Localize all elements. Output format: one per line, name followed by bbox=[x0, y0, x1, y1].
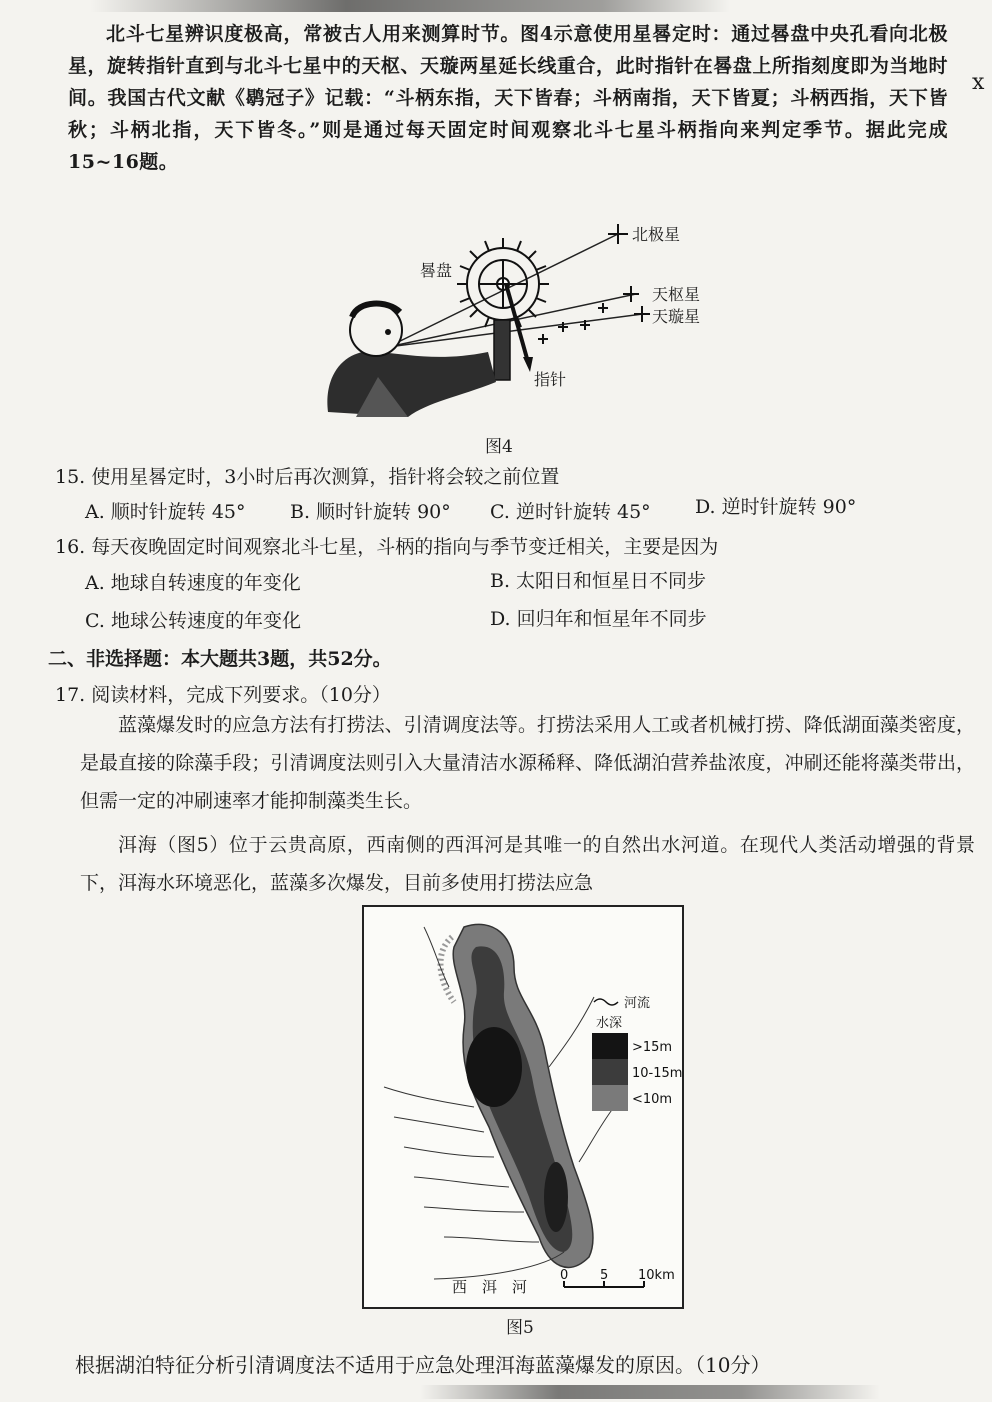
legend-class-deep: >15m bbox=[632, 1040, 673, 1055]
figure-5-map bbox=[362, 905, 684, 1309]
section-2-title: 二、非选择题：本大题共3题，共52分。 bbox=[48, 648, 392, 670]
q15-option-d: D. 逆时针旋转 90° bbox=[695, 496, 857, 518]
q17-paragraph-2: 洱海（图5）位于云贵高原，西南侧的西洱河是其唯一的自然出水河道。在现代人类活动增强的背景下，洱海水环境恶化，蓝藻多次爆发，目前多使用打捞法应急 bbox=[80, 834, 975, 894]
scale-tick-10: 10km bbox=[638, 1268, 675, 1283]
q16-stem: 16. 每天夜晚固定时间观察北斗七星，斗柄的指向与季节变迁相关，主要是因为 bbox=[55, 536, 719, 558]
legend-river: 河流 bbox=[624, 996, 651, 1011]
q16-option-b: B. 太阳日和恒星日不同步 bbox=[490, 570, 707, 592]
legend-depth-title: 水深 bbox=[596, 1016, 623, 1031]
q15-option-b: B. 顺时针旋转 90° bbox=[290, 501, 451, 523]
label-pointer: 指针 bbox=[534, 370, 567, 389]
figure-5-caption: 图5 bbox=[506, 1318, 534, 1338]
label-disk: 晷盘 bbox=[420, 261, 453, 280]
margin-mark: x bbox=[972, 70, 985, 95]
scale-tick-0: 0 bbox=[560, 1268, 569, 1283]
legend-class-mid: 10-15m bbox=[632, 1066, 682, 1081]
q15-option-c: C. 逆时针旋转 45° bbox=[490, 501, 651, 523]
q17-material bbox=[80, 706, 975, 908]
q16-option-d: D. 回归年和恒星年不同步 bbox=[490, 608, 707, 630]
label-polaris: 北极星 bbox=[632, 225, 681, 244]
dial-disk bbox=[457, 238, 549, 330]
q16-option-a: A. 地球自转速度的年变化 bbox=[85, 572, 301, 594]
q17-paragraph-1: 蓝藻爆发时的应急方法有打捞法、引清调度法等。打捞法采用人工或者机械打捞、降低湖面藻类密度，是最直接的除藻手段；引清调度法则引入大量清洁水源稀释、降低湖泊营养盐浓度，冲刷还能将藻类带出，但需一定的冲刷速率才能抑制藻类生长。 bbox=[80, 714, 975, 812]
scan-shadow-bottom bbox=[420, 1385, 880, 1399]
scan-shadow-top bbox=[90, 0, 730, 12]
figure-4-caption: 图4 bbox=[485, 437, 513, 457]
q16-option-c: C. 地球公转速度的年变化 bbox=[85, 610, 301, 632]
q15-option-a: A. 顺时针旋转 45° bbox=[85, 501, 246, 523]
label-tianxuan: 天璇星 bbox=[652, 307, 701, 326]
erhai-map-svg bbox=[364, 907, 682, 1307]
q17-stem: 17. 阅读材料，完成下列要求。（10分） bbox=[55, 684, 391, 706]
scale-tick-5: 5 bbox=[600, 1268, 609, 1283]
q15-stem: 15. 使用星晷定时，3小时后再次测算，指针将会较之前位置 bbox=[55, 466, 560, 488]
legend-class-shallow: <10m bbox=[632, 1092, 673, 1107]
observer-figure bbox=[327, 304, 496, 417]
label-tianshu: 天枢星 bbox=[652, 285, 701, 304]
intro-paragraph bbox=[68, 18, 948, 178]
outlet-label: 西 洱 河 bbox=[452, 1278, 528, 1296]
intro-text: 北斗七星辨识度极高，常被古人用来测算时节。图4示意使用星晷定时：通过晷盘中央孔看向北极星，旋转指针直到与北斗七星中的天枢、天璇两星延长线重合，此时指针在晷盘上所指刻度即为当地时间。我国古代文献《鹖冠子》记载：“斗柄东指，天下皆春；斗柄南指，天下皆夏；斗柄西指，天下皆秋；斗柄北指，天下皆冬。”则是通过每天固定时间观察北斗七星斗柄指向来判定季节。据此完成15~16题。 bbox=[68, 23, 948, 173]
q17-question: 根据湖泊特征分析引清调度法不适用于应急处理洱海蓝藻爆发的原因。（10分） bbox=[75, 1353, 771, 1377]
